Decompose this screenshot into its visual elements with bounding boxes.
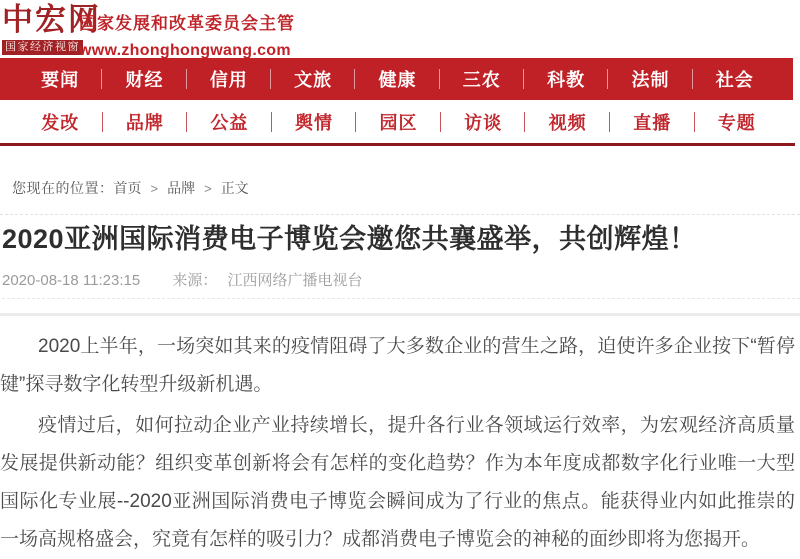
primary-nav-item[interactable]: 文旅 bbox=[271, 58, 355, 100]
article-paragraph: 2020上半年，一场突如其来的疫情阻碍了大多数企业的营生之路，迫使许多企业按下“暂停键”探寻数字化转型升级新机遇。 bbox=[0, 336, 795, 395]
breadcrumb-item bbox=[114, 180, 168, 196]
secondary-nav-item[interactable]: 视频 bbox=[525, 100, 610, 143]
header-info bbox=[79, 9, 295, 60]
site-header bbox=[0, 0, 800, 58]
article-paragraph: 疫情过后，如何拉动企业产业持续增长，提升各行业各领域运行效率，为宏观经济高质量发展提供新动能？组织变革创新将会有怎样的变化趋势？作为本年度成都数字化行业唯一大型国际化专业展--2020亚洲国际消费电子博览会瞬间成为了行业的焦点。能获得业内如此推崇的一场高规格盛会，究竟有怎样的吸引力？成都消费电子博览会的神秘的面纱即将为您揭开。 bbox=[0, 415, 795, 550]
secondary-nav-item[interactable]: 品牌 bbox=[103, 100, 188, 143]
primary-nav-item[interactable]: 社会 bbox=[715, 70, 754, 90]
breadcrumb-item bbox=[167, 180, 221, 196]
content-divider bbox=[0, 313, 800, 316]
source-name: 江西网络广播电视台 bbox=[227, 272, 363, 289]
primary-nav-item[interactable]: 法制 bbox=[608, 58, 692, 100]
article-datetime: 2020-08-18 11:23:15 bbox=[2, 272, 141, 289]
breadcrumb-prefix: 您现在的位置： bbox=[12, 180, 114, 196]
secondary-nav-item[interactable]: 舆情 bbox=[272, 100, 357, 143]
secondary-nav bbox=[0, 100, 795, 146]
secondary-nav-item[interactable]: 公益 bbox=[187, 100, 272, 143]
breadcrumb bbox=[0, 146, 800, 215]
primary-nav-item[interactable]: 财经 bbox=[102, 58, 186, 100]
breadcrumb-list bbox=[114, 180, 249, 196]
secondary-nav-item[interactable]: 访谈 bbox=[441, 100, 526, 143]
logo-tagline: 国家经济视窗 bbox=[2, 40, 83, 55]
breadcrumb-link[interactable]: 首页 bbox=[113, 180, 142, 196]
secondary-nav-item[interactable]: 直播 bbox=[610, 100, 695, 143]
breadcrumb-separator: > bbox=[150, 181, 159, 196]
primary-nav-item[interactable]: 信用 bbox=[187, 58, 271, 100]
primary-nav-item[interactable]: 健康 bbox=[355, 58, 439, 100]
breadcrumb-separator: > bbox=[204, 181, 212, 196]
breadcrumb-link[interactable]: 正文 bbox=[220, 180, 249, 196]
primary-nav-item[interactable]: 三农 bbox=[440, 58, 524, 100]
breadcrumb-link[interactable]: 品牌 bbox=[167, 180, 196, 196]
breadcrumb-item bbox=[221, 180, 249, 196]
website-url[interactable]: www.zhonghongwang.com bbox=[79, 42, 291, 59]
source-label: 来源： bbox=[172, 272, 218, 289]
article-body bbox=[0, 328, 800, 559]
primary-nav-item[interactable]: 科教 bbox=[524, 58, 608, 100]
site-logo[interactable]: 中宏网 bbox=[2, 2, 101, 37]
primary-nav bbox=[0, 58, 793, 100]
secondary-nav-item[interactable]: 专题 bbox=[717, 112, 756, 133]
primary-nav-item[interactable]: 要闻 bbox=[18, 58, 102, 100]
supervisor-text: 国家发展和改革委员会主管 bbox=[79, 14, 295, 33]
article-meta bbox=[2, 269, 800, 299]
secondary-nav-item[interactable]: 发改 bbox=[18, 100, 103, 143]
secondary-nav-item[interactable]: 园区 bbox=[356, 100, 441, 143]
article-title: 2020亚洲国际消费电子博览会邀您共襄盛举，共创辉煌！ bbox=[2, 224, 697, 254]
